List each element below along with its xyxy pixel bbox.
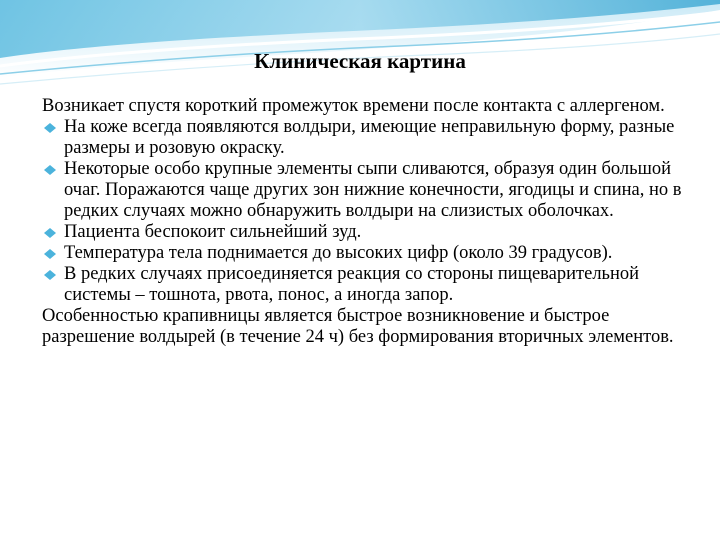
slide-title: Клиническая картина [254,49,466,73]
diamond-bullet-icon [44,249,56,259]
bullet-text: Некоторые особо крупные элементы сыпи сливаются, образуя один большой очаг. Поражаются чаще других зон нижние конечности, ягодицы и спина, но в редких случаях можно обнаружить волдыри на слизистых оболочках. [64,159,682,221]
diamond-bullet-icon [44,165,56,175]
diamond-bullet-icon [44,123,56,133]
bullet-text: В редких случаях присоединяется реакция со стороны пищеварительной системы – тошнота, рвота, понос, а иногда запор. [64,264,640,305]
bullet-list [42,117,682,306]
header-wave-decoration [0,0,720,95]
slide-body [42,96,682,348]
bullet-item [42,117,682,159]
bullet-item [42,222,682,243]
bullet-item [42,159,682,222]
bullet-item [42,264,682,306]
bullet-text: Температура тела поднимается до высоких цифр (около 39 градусов). [64,243,613,263]
bullet-item [42,243,682,264]
intro-paragraph: Возникает спустя короткий промежуток времени после контакта с аллергеном. [42,96,665,116]
diamond-bullet-icon [44,270,56,280]
diamond-bullet-icon [44,228,56,238]
bullet-text: На коже всегда появляются волдыри, имеющие неправильную форму, разные размеры и розовую окраску. [64,117,675,158]
bullet-text: Пациента беспокоит сильнейший зуд. [64,222,362,242]
conclusion-paragraph: Особенностью крапивницы является быстрое возникновение и быстрое разрешение волдырей (в течение 24 ч) без формирования вторичных элементов. [42,306,674,347]
